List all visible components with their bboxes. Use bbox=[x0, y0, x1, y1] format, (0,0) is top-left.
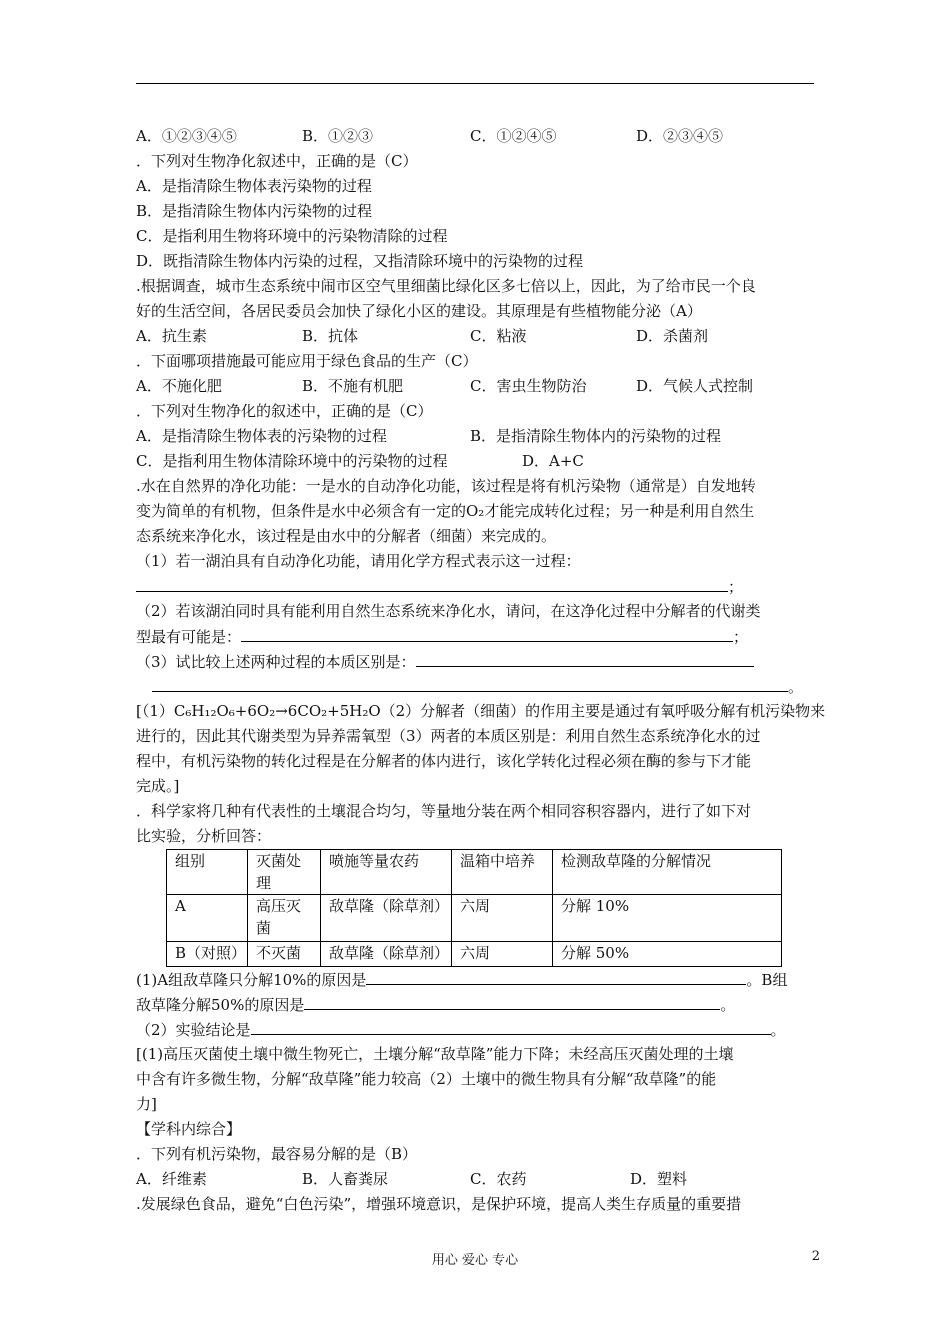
table-cell: 高压灭菌 bbox=[248, 895, 321, 942]
q7-sub1-line1 bbox=[136, 967, 814, 992]
option-d: D．A+C bbox=[522, 452, 584, 470]
q2-option-b: B．是指清除生物体内污染物的过程 bbox=[136, 202, 373, 220]
table-cell: 敌草隆（除草剂） bbox=[321, 895, 452, 942]
document-body bbox=[136, 124, 826, 1217]
option-b: B．不施有机肥 bbox=[302, 377, 404, 395]
option-d: D．气候人式控制 bbox=[636, 377, 754, 395]
answer-blank[interactable] bbox=[251, 1017, 771, 1035]
q6-answer-line1: [（1）C₆H₁₂O₆+6O₂→6CO₂+5H₂O（2）分解者（细菌）的作用主要是通过有氧呼吸分解有机污染物来 bbox=[136, 702, 826, 720]
page-number: 2 bbox=[811, 1249, 820, 1264]
option-b: B．①②③ bbox=[302, 127, 374, 145]
q7-sub1-b-label: 。B组 bbox=[746, 971, 788, 989]
semicolon: ； bbox=[728, 578, 744, 596]
q7-sub2 bbox=[136, 1017, 814, 1042]
q8-stem: ．下列有机污染物，最容易分解的是（B） bbox=[136, 1145, 418, 1163]
option-b: B．是指清除生物体内的污染物的过程 bbox=[470, 427, 722, 445]
q6-answer-line3: 程中，有机污染物的转化过程是在分解者的体内进行，该化学转化过程必须在酶的参与下才能 bbox=[136, 752, 752, 770]
table-header-cell: 组别 bbox=[167, 850, 248, 895]
option-a: A．不施化肥 bbox=[136, 377, 222, 395]
table-cell: 六周 bbox=[452, 942, 553, 967]
option-a: A．是指清除生物体表的污染物的过程 bbox=[136, 427, 387, 445]
q8-options bbox=[136, 1167, 814, 1192]
table-header-row bbox=[167, 850, 782, 895]
q7-sub1-line2 bbox=[136, 992, 814, 1017]
answer-blank[interactable] bbox=[136, 574, 728, 592]
q7-stem-line1: ．科学家将几种有代表性的土壤混合均匀，等量地分装在两个相同容积容器内，进行了如下对 bbox=[136, 802, 752, 820]
header-rule bbox=[136, 83, 814, 84]
period: 。 bbox=[720, 996, 736, 1014]
option-d: D．塑料 bbox=[630, 1170, 688, 1188]
q6-sub3 bbox=[136, 649, 814, 674]
section-title: 【学科内综合】 bbox=[136, 1120, 242, 1138]
option-a: A．纤维素 bbox=[136, 1170, 207, 1188]
option-c: C．是指利用生物体清除环境中的污染物的过程 bbox=[136, 452, 448, 470]
q1-options bbox=[136, 124, 814, 149]
q3-options bbox=[136, 324, 814, 349]
q6-stem-line1: .水在自然界的净化功能：一是水的自动净化功能，该过程是将有机污染物（通常是）自发地转 bbox=[136, 477, 756, 495]
table-row bbox=[167, 895, 782, 942]
table-header-cell: 温箱中培养 bbox=[452, 850, 553, 895]
table-row bbox=[167, 942, 782, 967]
option-a: A．①②③④⑤ bbox=[136, 127, 237, 145]
table-cell: 六周 bbox=[452, 895, 553, 942]
option-b: B．抗体 bbox=[302, 327, 359, 345]
q4-options bbox=[136, 374, 814, 399]
experiment-table bbox=[166, 849, 782, 967]
q4-stem: ．下面哪项措施最可能应用于绿色食品的生产（C） bbox=[136, 352, 478, 370]
q2-stem: ．下列对生物净化叙述中，正确的是（C） bbox=[136, 152, 418, 170]
option-c: C．农药 bbox=[470, 1170, 527, 1188]
answer-blank[interactable] bbox=[304, 992, 720, 1010]
q6-answer-line4: 完成。] bbox=[136, 777, 180, 795]
period: 。 bbox=[770, 1021, 786, 1039]
table-header-cell: 喷施等量农药 bbox=[321, 850, 452, 895]
semicolon: ； bbox=[733, 628, 749, 646]
q6-sub2-line2 bbox=[136, 624, 814, 649]
answer-blank[interactable] bbox=[152, 674, 788, 692]
q6-stem-line3: 态系统来净化水，该过程是由水中的分解者（细菌）来完成的。 bbox=[136, 527, 557, 545]
q2-option-a: A．是指清除生物体表污染物的过程 bbox=[136, 177, 372, 195]
q6-stem-line2: 变为简单的有机物，但条件是水中必须含有一定的O₂才能完成转化过程；另一种是利用自然生 bbox=[136, 502, 755, 520]
option-d: D．杀菌剂 bbox=[636, 327, 709, 345]
q6-sub1-answer-line bbox=[136, 574, 814, 599]
q7-stem-line2: 比实验，分析回答： bbox=[136, 827, 272, 845]
q2-option-d: D．既指清除生物体内污染的过程，又指清除环境中的污染物的过程 bbox=[136, 252, 584, 270]
answer-blank[interactable] bbox=[416, 649, 754, 667]
footer-motto: 用心 爱心 专心 bbox=[431, 1253, 519, 1268]
option-c: C．害虫生物防治 bbox=[470, 377, 587, 395]
q6-answer-line2: 进行的，因此其代谢类型为异养需氧型（3）两者的本质区别是：利用自然生态系统净化水的过 bbox=[136, 727, 761, 745]
q7-sub2-label: （2）实验结论是 bbox=[136, 1021, 251, 1039]
q7-sub1-c-label: 敌草隆分解50%的原因是 bbox=[136, 996, 305, 1014]
option-c: C．①②④⑤ bbox=[470, 127, 557, 145]
q7-sub1-label: (1)A组敌草隆只分解10%的原因是 bbox=[136, 971, 367, 989]
option-c: C．粘液 bbox=[470, 327, 527, 345]
answer-blank[interactable] bbox=[366, 967, 746, 985]
q3-stem-line1: .根据调查，城市生态系统中闹市区空气里细菌比绿化区多七倍以上，因此，为了给市民一个良 bbox=[136, 277, 756, 295]
table-cell: 不灭菌 bbox=[248, 942, 321, 967]
table-cell: B（对照） bbox=[167, 942, 248, 967]
q6-sub3-continuation bbox=[136, 674, 814, 699]
q7-answer-line2: 中含有许多微生物，分解“敌草隆”能力较高（2）土壤中的微生物具有分解“敌草隆”的能 bbox=[136, 1070, 717, 1088]
q6-sub3-label: （3）试比较上述两种过程的本质区别是： bbox=[136, 653, 416, 671]
table-header-cell: 灭菌处理 bbox=[248, 850, 321, 895]
period: 。 bbox=[788, 678, 804, 696]
q6-sub2-label: 型最有可能是： bbox=[136, 628, 242, 646]
option-a: A．抗生素 bbox=[136, 327, 207, 345]
q9-stem-line1: .发展绿色食品，避免“白色污染”，增强环境意识，是保护环境，提高人类生存质量的重要措 bbox=[136, 1195, 742, 1213]
q6-sub2-line1: （2）若该湖泊同时具有能利用自然生态系统来净化水，请问，在这净化过程中分解者的代谢类 bbox=[136, 602, 761, 620]
q7-answer-line3: 力] bbox=[136, 1095, 157, 1113]
option-d: D．②③④⑤ bbox=[636, 127, 724, 145]
q7-answer-line1: [(1)高压灭菌使土壤中微生物死亡，土壤分解“敌草隆”能力下降；未经高压灭菌处理的土壤 bbox=[136, 1045, 734, 1063]
table-cell: 分解 10% bbox=[553, 895, 782, 942]
q5-options-row2 bbox=[136, 449, 814, 474]
table-cell: A bbox=[167, 895, 248, 942]
q3-stem-line2: 好的生活空间，各居民委员会加快了绿化小区的建设。其原理是有些植物能分泌（A） bbox=[136, 302, 702, 320]
q5-stem: ．下列对生物净化的叙述中，正确的是（C） bbox=[136, 402, 433, 420]
table-cell: 敌草隆（除草剂） bbox=[321, 942, 452, 967]
table-cell: 分解 50% bbox=[553, 942, 782, 967]
answer-blank[interactable] bbox=[241, 624, 733, 642]
q2-option-c: C．是指利用生物将环境中的污染物清除的过程 bbox=[136, 227, 448, 245]
q6-sub1: （1）若一湖泊具有自动净化功能，请用化学方程式表示这一过程： bbox=[136, 552, 581, 570]
q5-options-row1 bbox=[136, 424, 814, 449]
table-header-cell: 检测敌草隆的分解情况 bbox=[553, 850, 782, 895]
option-b: B．人畜粪尿 bbox=[302, 1170, 389, 1188]
